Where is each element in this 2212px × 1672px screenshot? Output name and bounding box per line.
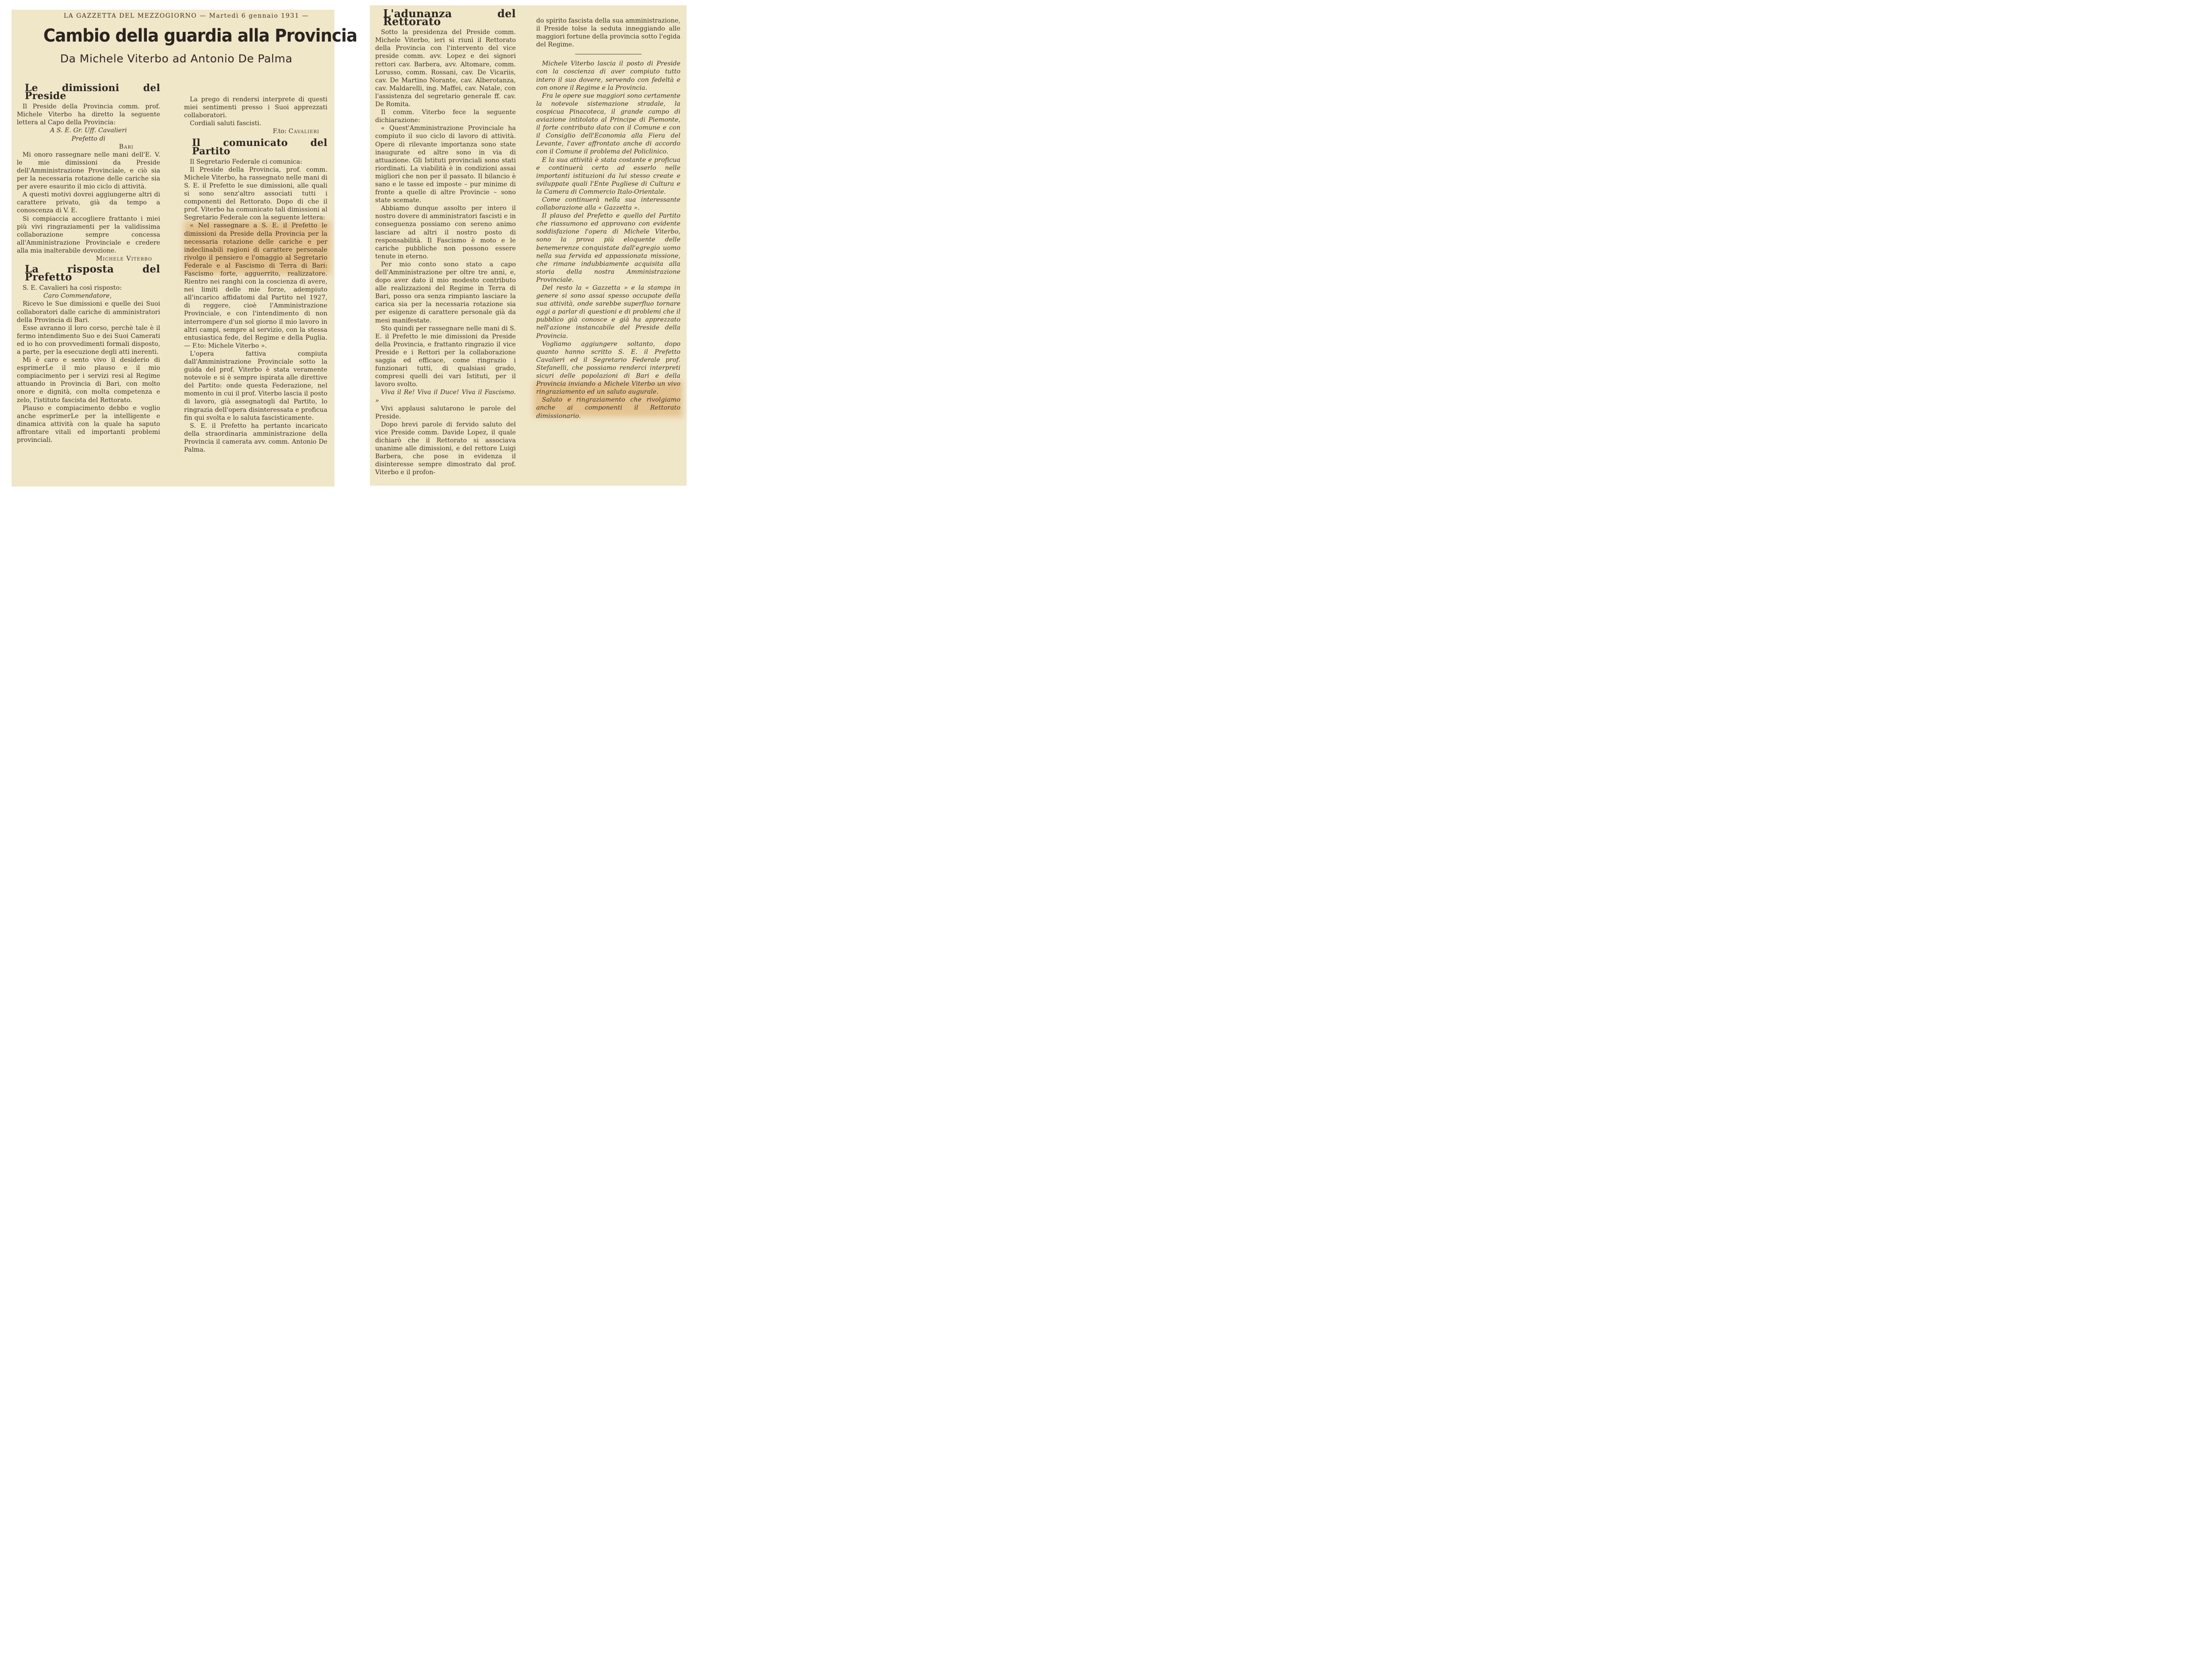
paragraph: S. E. il Prefetto ha pertanto incaricato della straordinaria amministrazione della Provincia il camerata avv. comm. Antonio De Palma. [184,422,327,454]
signature-name: Cavalieri [288,128,319,135]
paragraph: Dopo brevi parole di fervido saluto del vice Preside comm. Davide Lopez, il quale dichiarò che il Rettorato si associava unanime alle dimissioni, e del rettore Luigi Barbera, che pose in evidenza il disinteresse sempre dimostrato dal prof. Viterbo e il profon- [375,421,516,476]
signature: Michele Viterbo [96,255,152,262]
heading-risposta: La risposta del Prefetto [25,263,160,284]
paragraph: Viva il Re! Viva il Duce! Viva il Fascismo. » [375,389,516,404]
paragraph: Sto quindi per rassegnare nelle mani di S. E. il Prefetto le mie dimissioni da Preside della Provincia, e frattanto ringrazio il vice Preside e i Rettori per la collaborazione saggia ed efficace, come ringrazio i funzionari tutti, di qualsiasi grado, compresi quelli dei vari Istituti, per il lavoro svolto. [375,325,516,388]
page [0,0,694,490]
paragraph: Plauso e compiacimento debbo e voglio anche esprimerLe per la intelligente e dinamica attività con la quale ha saputo affrontare vitali ed importanti problemi provinciali. [17,404,160,444]
heading-adunanza: L'adunanza del Rettorato [383,7,516,28]
paragraph: Mi è caro e sento vivo il desiderio di esprimerLe il mio plauso e il mio compiacimento per i servizi resi al Regime attuando in Provincia di Bari, con molto onore e dignità, con molta competenza e zelo, l'istituto fascista del Rettorato. [17,357,160,404]
column-2 [184,96,327,454]
paragraph: do spirito fascista della sua amministrazione, il Preside tolse la seduta inneggiando alle maggiori fortune della provincia sotto l'egida del Regime. [536,17,680,49]
heading-partito: Il comunicato del Partito [192,137,327,157]
address-line: Bari [119,143,134,150]
paragraph: Vogliamo aggiungere soltanto, dopo quanto hanno scritto S. E. il Prefetto Cavalieri ed il Segretario Federale prof. Stefanelli, che possiamo renderci interpreti sicuri delle popolazioni di Bari e della Provincia inviando a Michele Viterbo un vivo ringraziamento ed un saluto augurale. [536,340,680,396]
paragraph: Il comm. Viterbo fece la seguente dichiarazione: [375,109,516,124]
headline: Cambio della guardia alla Provincia [43,26,357,46]
paragraph: Vivi applausi salutarono le parole del Preside. [375,405,516,420]
paragraph: « Quest'Amministrazione Provinciale ha compiuto il suo ciclo di lavoro di attività. Opere di rilevante importanza sono state inaugurate ed altre sono in via di attuazione. Gli Istituti provinciali sono stati riordinati. La viabilità è in condizioni assai migliori che non per il passato. Il bilancio è sano e le tasse ed imposte – pur minime di fronte a quelle di altre Provincie – sono state scemate. [375,125,516,204]
paragraph: Saluto e ringraziamento che rivolgiamo anche ai componenti il Rettorato dimissionario. [536,396,680,420]
paragraph: Per mio conto sono stato a capo dell'Amministrazione per oltre tre anni, e, dopo aver dato il mio modesto contributo alle realizzazioni del Regime in Terra di Bari, posso ora senza rimpianto lasciare la carica sia per la necessaria rotazione sia per esigenze di carattere personale già da mesi manifestate. [375,261,516,324]
column-4 [536,17,680,420]
subheadline: Da Michele Viterbo ad Antonio De Palma [60,52,293,65]
paragraph: Del resto la « Gazzetta » e la stampa in genere si sono assai spesso occupate della sua attività, onde sarebbe superfluo tornare oggi a parlar di questioni e di problemi che il pubblico già conosce e già ha apprezzato nell'azione instancabile del Preside della Provincia. [536,284,680,340]
paragraph: Il Preside della Provincia comm. prof. Michele Viterbo ha diretto la seguente lettera al Capo della Provincia: [17,103,160,127]
paragraph: Il Preside della Provincia, prof. comm. Michele Viterbo, ha rassegnato nelle mani di S. E. il Prefetto le sue dimissioni, alle quali si sono senz'altro associati tutti i componenti del Rettorato. Dopo di che il prof. Viterbo ha comunicato tali dimissioni al Segretario Federale con la seguente lettera: [184,166,327,222]
paragraph: La prego di rendersi interprete di questi miei sentimenti presso i Suoi apprezzati collaboratori. [184,96,327,119]
heading-dimissioni: Le dimissioni del Preside [25,82,160,102]
paragraph: Sotto la presidenza del Preside comm. Michele Viterbo, ieri si riunì il Rettorato della Provincia con l'intervento del vice preside comm. avv. Lopez e dei signori rettori cav. Barbera, avv. Altomare, comm. Lorusso, comm. Rossani, cav. De Vicariis, cav. De Martino Norante, cav. Alberotanza, cav. Maldarelli, ing. Maffei, cav. Natale, con l'assistenza del segretario generale ff. cav. De Romita. [375,29,516,108]
address-line: A S. E. Gr. Uff. Cavalieri [50,127,127,134]
paragraph: E la sua attività è stata costante e proficua e continuerà certo ad esserlo nelle importanti istituzioni da lui stesso create e sviluppate quali l'Ente Pugliese di Cultura e la Camera di Commercio Italo-Orientale. [536,156,680,196]
paragraph: L'opera fattiva compiuta dall'Amministrazione Provinciale sotto la guida del prof. Viterbo è stata veramente notevole e si è sempre ispirata alle direttive del Partito: onde questa Federazione, nel momento in cui il prof. Viterbo lascia il posto di lavoro, già assegnatogli dal Partito, lo ringrazia dell'opera disinteressata e proficua fin qui svolta e lo saluta fascisticamente. [184,350,327,422]
paragraph: Ricevo le Sue dimissioni e quelle dei Suoi collaboratori dalle cariche di amministratori della Provincia di Bari. [17,300,160,324]
address-line: Prefetto di [71,135,106,142]
paragraph: Cordiali saluti fascisti. [190,120,261,127]
paragraph: « Nel rassegnare a S. E. il Prefetto le dimissioni da Preside della Provincia per la necessaria rotazione delle cariche e per indeclinabili ragioni di carattere personale rivolgo il pensiero e l'omaggio al Segretario Federale e al Fascismo di Terra di Bari: Fascismo forte, agguerrito, realizzatore. Rientro nei ranghi con la coscienza di avere, nei limiti delle mie forze, adempiuto all'incarico affidatomi dal Partito nel 1927, di reggere, cioè l'Amministrazione Provinciale, e con l'intendimento di non interrompere d'un sol giorno il mio lavoro in altri campi, sempre al servizio, con la stessa entusiastica fede, del Regime e della Puglia. — F.to: Michele Viterbo ». [184,222,327,349]
paragraph: Il Segretario Federale ci comunica: [190,158,303,165]
paragraph: Michele Viterbo lascia il posto di Preside con la coscienza di aver compiuto tutto intero il suo dovere, servendo con fedeltà e con onore il Regime e la Provincia. [536,60,680,92]
paragraph: S. E. Cavalieri ha così risposto: [23,284,122,292]
masthead-paper: LA GAZZETTA DEL MEZZOGIORNO [64,12,197,19]
masthead: LA GAZZETTA DEL MEZZOGIORNO — Martedì 6 gennaio 1931 — [64,12,309,19]
paragraph: A questi motivi dovrei aggiungerne altri di carattere privato, già da tempo a conoscenza di V. E. [17,191,160,215]
column-1 [17,81,160,444]
signature [184,127,327,135]
paragraph: Il plauso del Prefetto e quello del Partito che riassumono ed approvano con evidente soddisfazione l'opera di Michele Viterbo, sono la prova più eloquente delle benemerenze conquistate dall'egregio uomo nella sua fervida ed appassionata missione, che rimane indubbiamente acquisita alla storia della nostra Amministrazione Provinciale. [536,212,680,284]
paragraph: Abbiamo dunque assolto per intero il nostro dovere di amministratori fascisti e in conseguenza possiamo con sereno animo lasciare ad altri il nostro posto di responsabilità. Il Fascismo è moto e le cariche pubbliche non possono essere tenute in eterno. [375,205,516,260]
masthead-date: Martedì 6 gennaio 1931 [209,12,300,19]
paragraph: Mi onoro rassegnare nelle mani dell'E. V. le mie dimissioni da Preside dell'Amministrazione Provinciale, e ciò sia per la necessaria rotazione delle cariche sia per avere esaurito il mio ciclo di attività. [17,151,160,191]
signature-prefix: F.to: [273,128,287,135]
paragraph: Come continuerà nella sua interessante collaborazione alla « Gazzetta ». [536,196,680,212]
column-3 [375,7,516,476]
paragraph: Esse avranno il loro corso, perchè tale è il fermo intendimento Suo e dei Suoi Camerati ed io ho con provvedimenti formali disposto, a parte, per la esecuzione degli atti inerenti. [17,324,160,356]
salutation: Caro Commendatore, [43,292,112,300]
paragraph: Si compiaccia accogliere frattanto i miei più vivi ringraziamenti per la validissima collaborazione sempre concessa all'Amministrazione Provinciale e credere alla mia inalterabile devozione. [17,215,160,254]
paragraph: Fra le opere sue maggiori sono certamente la notevole sistemazione stradale, la cospicua Pinacoteca, il grande campo di aviazione intitolato al Principe di Piemonte, il forte contributo dato con il Comune e con il Consiglio dell'Economia alla Fiera del Levante, l'aver affrontato anche di accordo con il Comune il problema del Policlinico. [536,92,680,156]
